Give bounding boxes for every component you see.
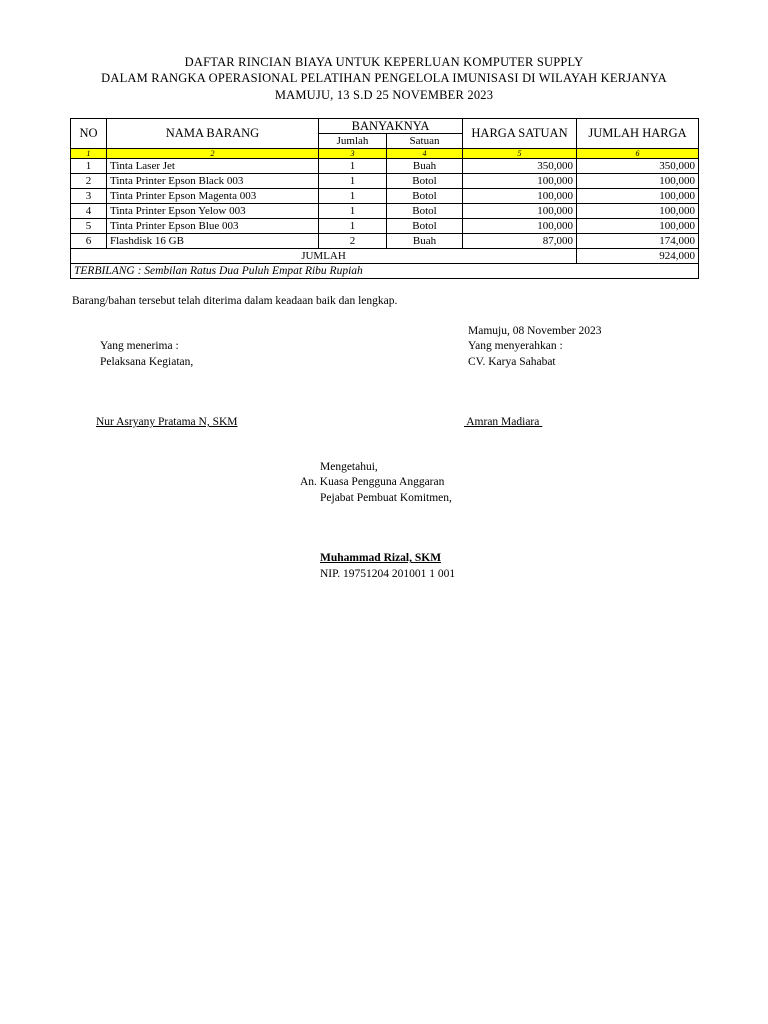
approval-line2: Pejabat Pembuat Komitmen, (320, 492, 452, 504)
column-number: 1 (71, 149, 107, 159)
table-row (71, 234, 699, 249)
column-number: 5 (463, 149, 577, 159)
cost-table (70, 118, 699, 279)
table-row (71, 174, 699, 189)
header-no: NO (71, 119, 107, 149)
row-quantity: 1 (319, 204, 387, 219)
row-no: 3 (71, 189, 107, 204)
row-total: 350,000 (577, 159, 699, 174)
row-quantity: 1 (319, 219, 387, 234)
place-date: Mamuju, 08 November 2023 (468, 325, 602, 337)
table-row (71, 219, 699, 234)
header-jumlah-harga: JUMLAH HARGA (577, 119, 699, 149)
total-label: JUMLAH (71, 249, 577, 264)
grand-total: 924,000 (577, 249, 699, 264)
row-unit: Buah (387, 159, 463, 174)
table-row (71, 159, 699, 174)
table-row (71, 189, 699, 204)
approval-label: Mengetahui, (320, 461, 378, 473)
row-no: 6 (71, 234, 107, 249)
row-unit-price: 100,000 (463, 189, 577, 204)
row-quantity: 2 (319, 234, 387, 249)
row-item-name: Tinta Printer Epson Magenta 003 (107, 189, 319, 204)
receipt-statement: Barang/bahan tersebut telah diterima dalam keadaan baik dan lengkap. (72, 295, 398, 307)
row-item-name: Flashdisk 16 GB (107, 234, 319, 249)
row-item-name: Tinta Laser Jet (107, 159, 319, 174)
row-total: 174,000 (577, 234, 699, 249)
row-no: 2 (71, 174, 107, 189)
row-unit-price: 87,000 (463, 234, 577, 249)
row-unit: Botol (387, 189, 463, 204)
total-row (71, 249, 699, 264)
receiver-role: Pelaksana Kegiatan, (100, 356, 194, 368)
approval-line1: An. Kuasa Pengguna Anggaran (300, 476, 445, 488)
row-quantity: 1 (319, 174, 387, 189)
column-number: 3 (319, 149, 387, 159)
column-number: 2 (107, 149, 319, 159)
amount-in-words: TERBILANG : Sembilan Ratus Dua Puluh Empat Ribu Rupiah (71, 264, 699, 279)
document-subtitle: DALAM RANGKA OPERASIONAL PELATIHAN PENGELOLA IMUNISASI DI WILAYAH KERJANYA (101, 71, 667, 85)
receiver-label: Yang menerima : (100, 340, 179, 352)
giver-company: CV. Karya Sahabat (468, 356, 556, 368)
row-quantity: 1 (319, 159, 387, 174)
header-jumlah: Jumlah (319, 134, 387, 149)
row-item-name: Tinta Printer Epson Blue 003 (107, 219, 319, 234)
giver-name: Amran Madiara (464, 416, 543, 428)
row-unit: Buah (387, 234, 463, 249)
row-total: 100,000 (577, 219, 699, 234)
table-row (71, 204, 699, 219)
row-total: 100,000 (577, 189, 699, 204)
approver-name: Muhammad Rizal, SKM (320, 552, 442, 564)
giver-label: Yang menyerahkan : (468, 340, 563, 352)
column-number: 4 (387, 149, 463, 159)
row-total: 100,000 (577, 204, 699, 219)
row-unit: Botol (387, 219, 463, 234)
row-quantity: 1 (319, 189, 387, 204)
document-date-range: MAMUJU, 13 S.D 25 NOVEMBER 2023 (274, 88, 494, 102)
row-unit: Botol (387, 174, 463, 189)
row-unit-price: 100,000 (463, 204, 577, 219)
header-banyaknya: BANYAKNYA (319, 119, 463, 134)
row-unit: Botol (387, 204, 463, 219)
row-no: 4 (71, 204, 107, 219)
column-number: 6 (577, 149, 699, 159)
approver-nip: NIP. 19751204 201001 1 001 (320, 568, 456, 580)
header-harga-satuan: HARGA SATUAN (463, 119, 577, 149)
row-item-name: Tinta Printer Epson Yelow 003 (107, 204, 319, 219)
column-number-row (71, 149, 699, 159)
row-item-name: Tinta Printer Epson Black 003 (107, 174, 319, 189)
row-no: 5 (71, 219, 107, 234)
receiver-name: Nur Asryany Pratama N, SKM (96, 416, 238, 428)
row-unit-price: 350,000 (463, 159, 577, 174)
header-nama-barang: NAMA BARANG (107, 119, 319, 149)
header-satuan: Satuan (387, 134, 463, 149)
document-title: DAFTAR RINCIAN BIAYA UNTUK KEPERLUAN KOMPUTER SUPPLY (184, 55, 584, 69)
row-no: 1 (71, 159, 107, 174)
row-total: 100,000 (577, 174, 699, 189)
row-unit-price: 100,000 (463, 174, 577, 189)
terbilang-row (71, 264, 699, 279)
row-unit-price: 100,000 (463, 219, 577, 234)
